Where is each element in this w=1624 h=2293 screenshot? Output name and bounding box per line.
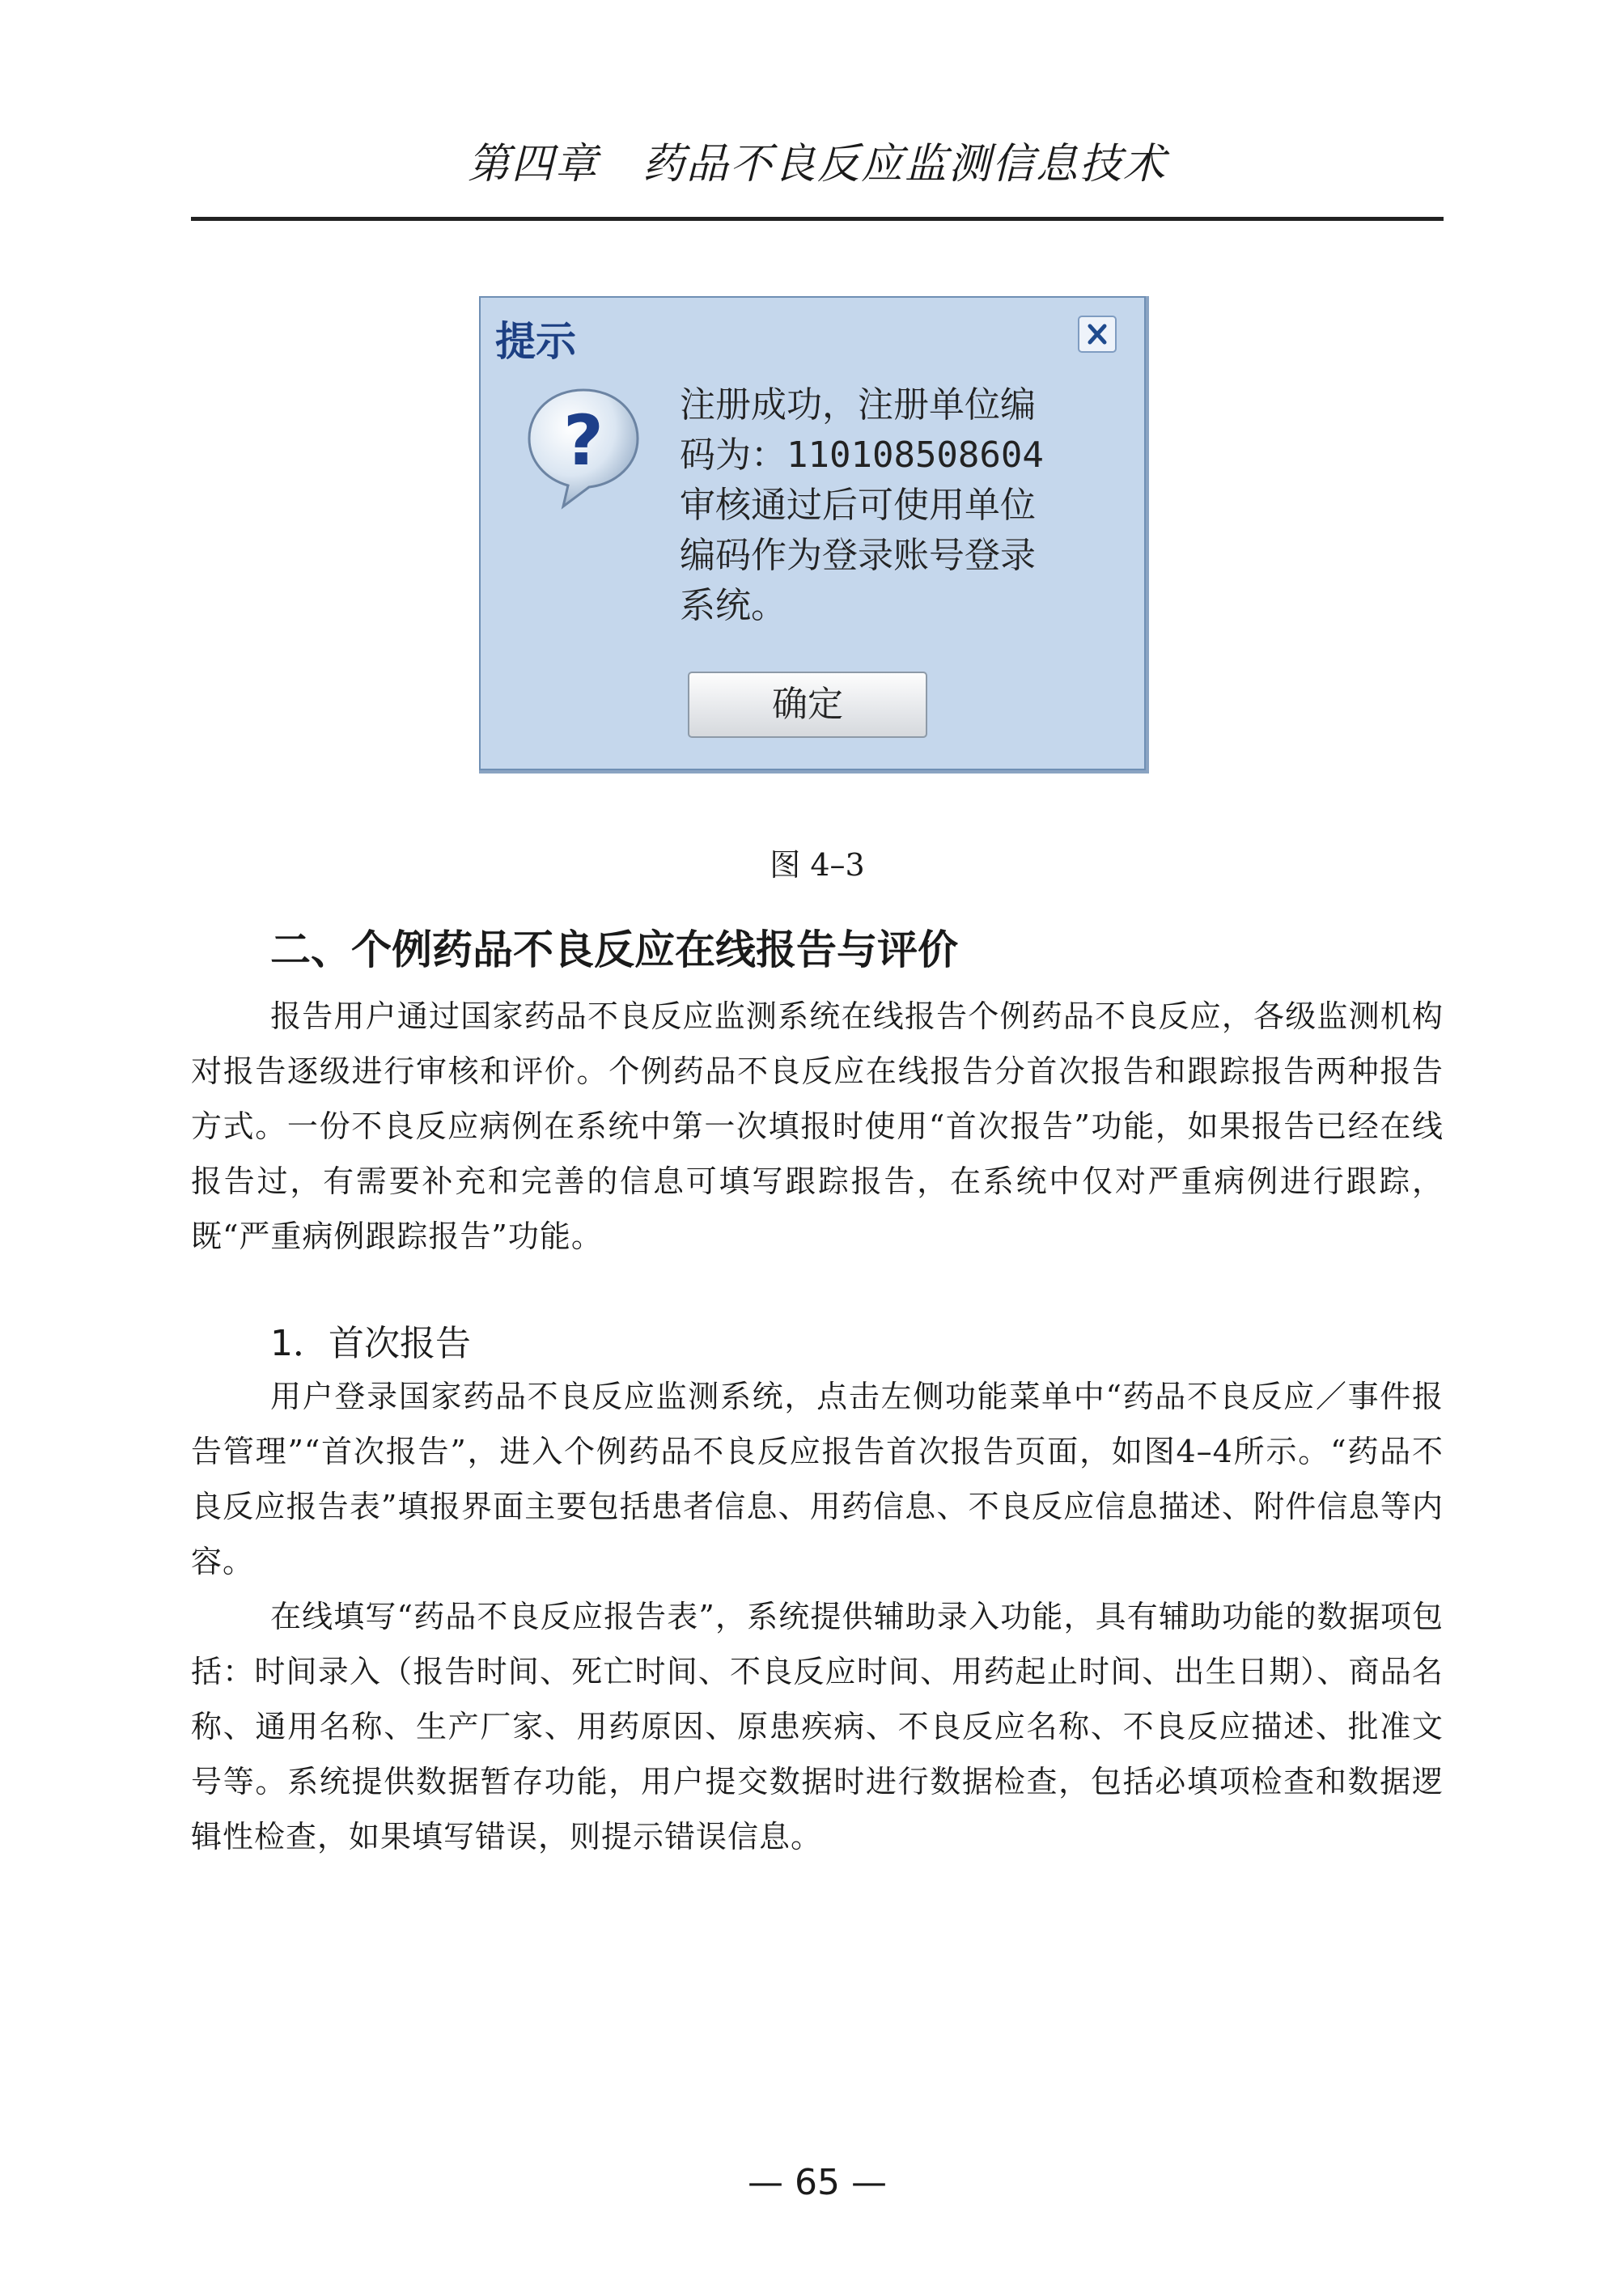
message-line: 系统。 <box>680 585 787 626</box>
ok-button[interactable]: 确定 <box>688 672 927 738</box>
question-icon <box>523 384 644 513</box>
message-line: 编码作为登录账号登录 <box>680 535 1036 576</box>
message-line: 注册成功，注册单位编 <box>680 384 1036 426</box>
close-icon <box>1079 317 1115 351</box>
svg-text:?: ? <box>563 401 604 481</box>
dialog-title: 提示 <box>495 318 576 365</box>
paragraph: 报告用户通过国家药品不良反应监测系统在线报告个例药品不良反应，各级监测机构对报告逐级进行审核和评价。个例药品不良反应在线报告分首次报告和跟踪报告两种报告方式。一份不良反应病例在系统中第一次填报时使用“首次报告”功能，如果报告已经在线报告过，有需要补充和完善的信息可填写跟踪报告，在系统中仅对严重病例进行跟踪，既“严重病例跟踪报告”功能。 <box>191 998 1444 1254</box>
section-heading: 二、个例药品不良反应在线报告与评价 <box>270 926 958 973</box>
paragraph: 用户登录国家药品不良反应监测系统，点击左侧功能菜单中“药品不良反应／事件报告管理”“首次报告”，进入个例药品不良反应报告首次报告页面，如图4–4所示。“药品不良反应报告表”填报界面主要包括患者信息、用药信息、不良反应信息描述、附件信息等内容。 <box>191 1379 1444 1579</box>
message-line <box>680 430 1133 481</box>
close-button[interactable] <box>1078 316 1117 353</box>
prompt-dialog <box>479 296 1146 770</box>
page-number: — 65 — <box>748 2162 887 2203</box>
subheading: 1．首次报告 <box>270 1323 471 1364</box>
registration-code: 110108508604 <box>787 434 1044 476</box>
running-header: 第四章 药品不良反应监测信息技术 <box>467 140 1167 189</box>
message-line-prefix: 码为： <box>680 434 787 476</box>
message-line: 审核通过后可使用单位 <box>680 485 1036 526</box>
paragraph: 在线填写“药品不良反应报告表”，系统提供辅助录入功能，具有辅助功能的数据项包括：时间录入（报告时间、死亡时间、不良反应时间、用药起止时间、出生日期）、商品名称、通用名称、生产厂家、用药原因、原患疾病、不良反应名称、不良反应描述、批准文号等。系统提供数据暂存功能，用户提交数据时进行数据检查，包括必填项检查和数据逻辑性检查，如果填写错误，则提示错误信息。 <box>191 1599 1444 1854</box>
header-rule <box>191 217 1444 221</box>
dialog-message <box>680 380 1133 631</box>
figure-caption: 图 4–3 <box>770 847 865 883</box>
